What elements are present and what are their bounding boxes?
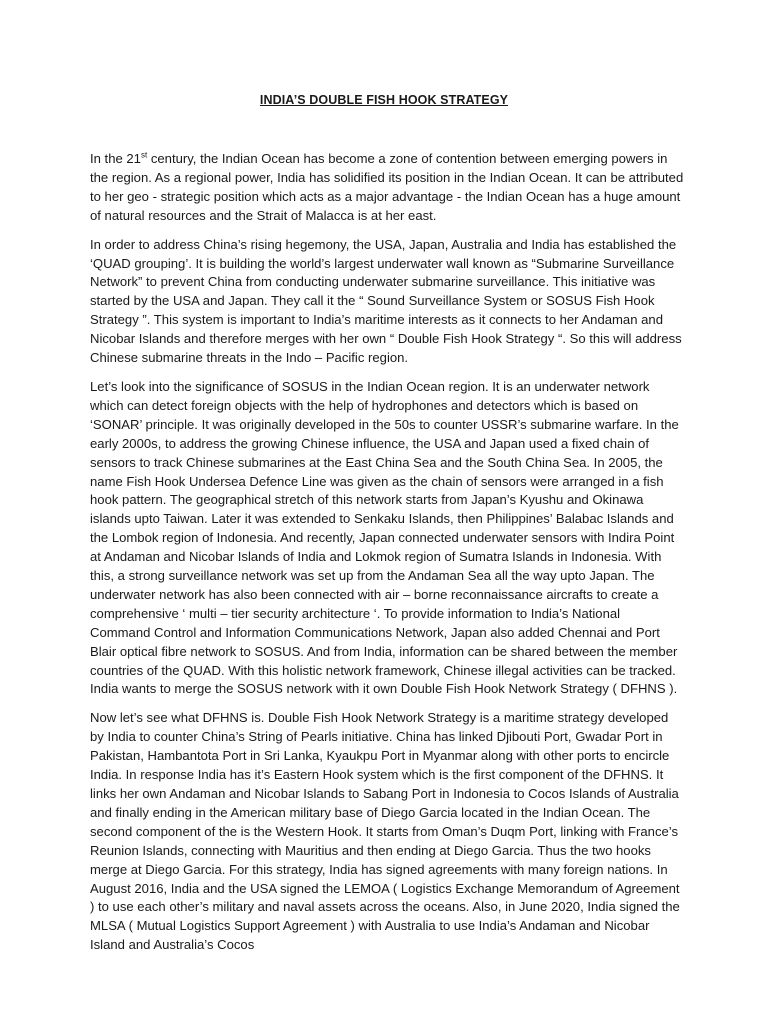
ordinal-suffix: st (140, 150, 148, 160)
paragraph-3: Let’s look into the significance of SOSUS in the Indian Ocean region. It is an underwater network which can detect foreign objects with the help of hydrophones and detectors which is based on ‘SONAR’ principle. It was originally developed in the 50s to counter USSR’s submarine warfare. In the early 2000s, to address the growing Chinese influence, the USA and Japan used a fixed chain of sensors to track Chinese submarines at the East China Sea and the South China Sea. In 2005, the name Fish Hook Undersea Defence Line was given as the chain of sensors were arranged in a fish hook pattern. The geographical stretch of this network starts from Japan’s Kyushu and Okinawa islands upto Taiwan. Later it was extended to Senkaku Islands, then Philippines’ Balabac Islands and the Lombok region of Indonesia. And recently, Japan connected underwater sensors with Indira Point at Andaman and Nicobar Islands of India and Lokmok region of Sumatra Islands in Indonesia. With this, a strong surveillance network was set up from the Andaman Sea all the way upto Japan. The underwater network has also been connected with air – borne reconnaissance aircrafts to create a comprehensive ‘ multi – tier security architecture ‘. To provide information to India’s National Command Control and Information Communications Network, Japan also added Chennai and Port Blair optical fibre network to SOSUS. And from India, information can be shared between the member countries of the QUAD. With this holistic network framework, Chinese illegal activities can be tracked. India wants to merge the SOSUS network with it own Double Fish Hook Network Strategy ( DFHNS ). (90, 378, 679, 697)
paragraph-4: Now let’s see what DFHNS is. Double Fish Hook Network Strategy is a maritime strategy developed by India to counter China’s String of Pearls initiative. China has linked Djibouti Port, Gwadar Port in Pakistan, Hambantota Port in Sri Lanka, Kyaukpu Port in Myanmar along with other ports to encircle India. In response India has it’s Eastern Hook system which is the first component of the DFHNS. It links her own Andaman and Nicobar Islands to Sabang Port in Indonesia to Cocos Islands of Australia and finally ending in the American military base of Diego Garcia located in the Indian Ocean. The second component of the is the Western Hook. It starts from Oman’s Duqm Port, linking with France’s Reunion Islands, connecting with Mauritius and then ending at Diego Garcia. Thus the two hooks merge at Diego Garcia. For this strategy, India has signed agreements with many foreign nations. In August 2016, India and the USA signed the LEMOA ( Logistics Exchange Memorandum of Agreement ) to use each other’s military and naval assets across the oceans. Also, in June 2020, India signed the MLSA ( Mutual Logistics Support Agreement ) with Australia to use India’s Andaman and Nicobar Island and Australia’s Cocos (90, 710, 680, 953)
document-title: INDIA’S DOUBLE FISH HOOK STRATEGY (259, 93, 509, 107)
paragraph-2: In order to address China’s rising hegemony, the USA, Japan, Australia and India has established the ‘QUAD grouping’. It is building the world’s largest underwater wall known as “Submarine Surveillance Network” to prevent China from conducting underwater submarine surveillance. This initiative was started by the USA and Japan. They call it the “ Sound Surveillance System or SOSUS Fish Hook Strategy ”. This system is important to India’s maritime interests as it connects to her Andaman and Nicobar Islands and therefore merges with her own “ Double Fish Hook Strategy “. So this will address Chinese submarine threats in the Indo – Pacific region. (90, 236, 682, 366)
paragraph-1 (90, 150, 684, 226)
paragraph-1-rest: century, the Indian Ocean has become a zone of contention between emerging powers in the region. As a regional power, India has solidified its position in the Indian Ocean. It can be attributed to her geo - strategic position which acts as a major advantage - the Indian Ocean has a huge amount of natural resources and the Strait of Malacca is at her east. (90, 151, 684, 223)
document-body (90, 150, 684, 965)
paragraph-1-start: In the 21 (90, 151, 141, 166)
